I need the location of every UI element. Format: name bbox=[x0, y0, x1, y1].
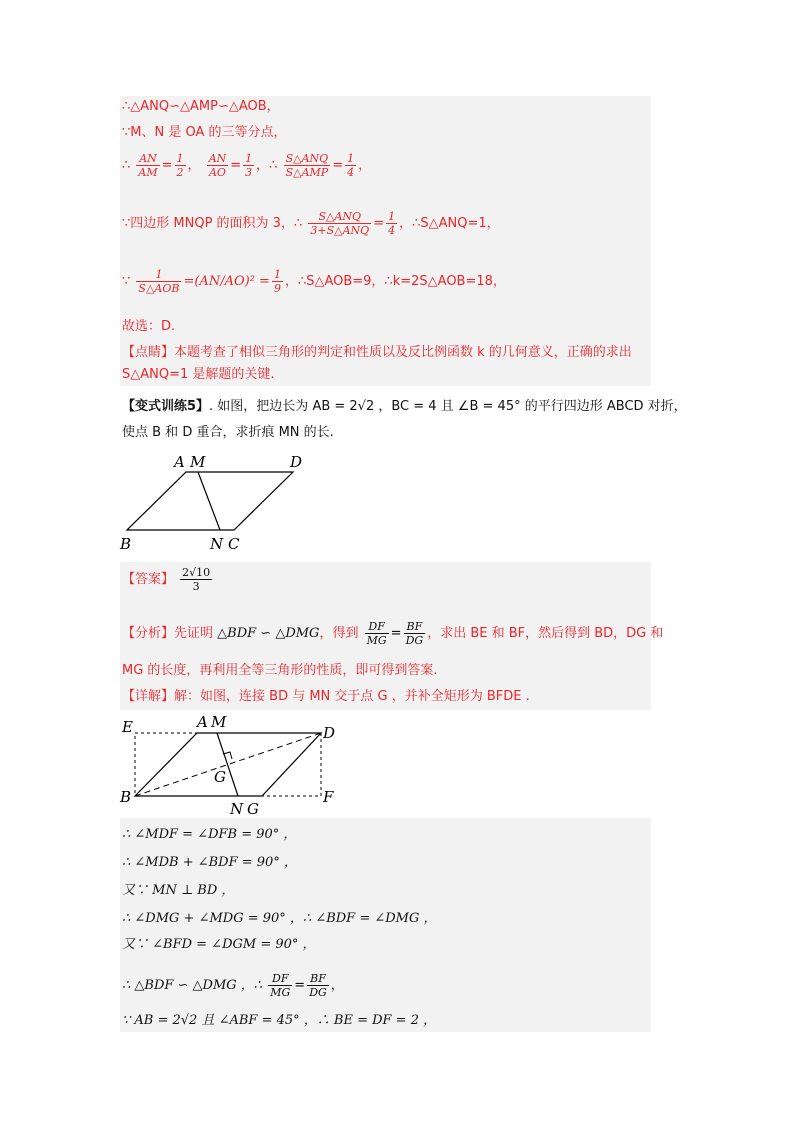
frac-num: DF bbox=[268, 972, 292, 986]
prev-line-5 bbox=[122, 268, 506, 295]
analysis-line-1: 【分析】先证明 △BDF ∽ △DMG，得到 $\frac{DF}{MG}$ = $\frac{BF}{DG}$ ，求出 BE 和 BF，然后得到 BD，DG 和 bbox=[122, 620, 664, 647]
rectangle-figure bbox=[110, 710, 350, 820]
fraction bbox=[308, 210, 371, 237]
prev-line-5-mid: =(AN/AO)² = bbox=[183, 274, 270, 289]
frac-num: AN bbox=[208, 152, 227, 165]
label-m: M bbox=[190, 453, 206, 471]
comment-line-2: S△ANQ=1 是解题的关键. bbox=[122, 367, 275, 382]
frac-den: 3 bbox=[192, 580, 200, 593]
frac-den: AO bbox=[208, 166, 226, 179]
label-g-bottom: G bbox=[247, 800, 259, 818]
prev-line-3: ∴ $\frac{AN}{AM}$ = $\frac{1}{2}$ ， $\frac{AN}{AO}$ = $\frac{1}{3}$ ，∴ $\frac{\text{S△ANQ}}{\text{S△AMP}}$ = $\frac{1}{4}$ ， bbox=[122, 152, 372, 179]
analysis-label: 【分析】 bbox=[122, 626, 175, 641]
step-1-text: ∴ ∠MDF = ∠DFB = 90° ， bbox=[122, 827, 297, 842]
frac-den: MG bbox=[366, 634, 387, 647]
fraction bbox=[243, 152, 254, 179]
fraction bbox=[207, 152, 229, 179]
frac-den: 9 bbox=[273, 282, 281, 295]
frac-num: 1 bbox=[136, 268, 181, 282]
frac-num: 1 bbox=[245, 152, 253, 165]
answer-line bbox=[122, 566, 214, 593]
problem-heading: 【变式训练5】 bbox=[122, 399, 210, 414]
fraction bbox=[307, 972, 329, 999]
analysis-text-a: 先证明 bbox=[174, 626, 214, 641]
parallelogram-figure bbox=[110, 450, 320, 555]
analysis-text-b: ，得到 bbox=[319, 626, 359, 641]
step-3-text: 又∵ MN ⊥ BD ， bbox=[122, 883, 235, 898]
fraction bbox=[365, 620, 389, 647]
prev-line-4-suffix: ，∴S△ANQ=1， bbox=[399, 216, 500, 231]
label-b: B bbox=[120, 535, 132, 553]
fraction bbox=[272, 268, 283, 295]
frac-num: 2√10 bbox=[182, 566, 211, 579]
prev-line-5-suffix: ，∴S△AOB=9，∴k=2S△AOB=18， bbox=[284, 274, 506, 289]
label-a: A bbox=[197, 713, 208, 731]
analysis-line-2: MG 的长度，再利用全等三角形的性质，即可得到答案. bbox=[122, 663, 438, 678]
fraction bbox=[345, 152, 356, 179]
frac-den: 2 bbox=[176, 166, 184, 179]
detail-line bbox=[122, 688, 530, 706]
frac-num: S△ANQ bbox=[308, 210, 371, 224]
label-a: A bbox=[174, 453, 185, 471]
frac-den: 3 bbox=[245, 166, 253, 179]
fraction bbox=[404, 620, 426, 647]
detail-label: 【详解】 bbox=[122, 689, 175, 704]
frac-num: BF bbox=[307, 972, 329, 986]
frac-den: AM bbox=[138, 166, 158, 179]
step-4 bbox=[122, 910, 437, 928]
answer-fraction bbox=[180, 566, 212, 593]
frac-den: 4 bbox=[347, 166, 355, 179]
label-n: N bbox=[230, 800, 244, 818]
prev-line-6: 故选：D. bbox=[122, 319, 176, 334]
frac-den: 3+S△ANQ bbox=[310, 224, 370, 237]
prev-line-4-prefix: ∵四边形 MNQP 的面积为 3，∴ bbox=[122, 216, 303, 231]
step-6: ∴ △BDF ∽ △DMG ，∴ $\frac{DF}{MG}$ = $\frac{BF}{DG}$ ， bbox=[122, 972, 344, 999]
label-f: F bbox=[323, 788, 334, 806]
step-4-text: ∴ ∠DMG + ∠MDG = 90° ，∴ ∠BDF = ∠DMG ， bbox=[122, 911, 437, 926]
label-g: G bbox=[214, 768, 226, 786]
step-5-text: 又∵ ∠BFD = ∠DGM = 90° ， bbox=[122, 937, 316, 952]
prev-line-4: ∵四边形 MNQP 的面积为 3，∴ $\frac{\text{S△ANQ}}{\text{3+S△ANQ}}$ = $\frac{1}{4}$ ，∴S△ANQ=1， bbox=[122, 210, 500, 237]
frac-num: BF bbox=[404, 620, 426, 634]
step-3 bbox=[122, 882, 234, 900]
problem-text-1: . 如图，把边长为 AB = 2√2 ，BC = 4 且 ∠B = 45° 的平行四边形 ABCD 对折， bbox=[209, 399, 687, 414]
step-5 bbox=[122, 936, 316, 954]
label-n: N bbox=[210, 535, 224, 553]
label-c: C bbox=[228, 535, 240, 553]
frac-den: S△AOB bbox=[138, 282, 180, 295]
fraction bbox=[136, 152, 159, 179]
analysis-text-c: ，求出 BE 和 BF，然后得到 BD，DG 和 bbox=[427, 626, 664, 641]
problem-line-2: 使点 B 和 D 重合，求折痕 MN 的长. bbox=[122, 425, 334, 440]
label-d: D bbox=[323, 724, 336, 742]
fraction bbox=[386, 210, 397, 237]
frac-num: S△ANQ bbox=[284, 152, 331, 166]
frac-num: DF bbox=[365, 620, 389, 634]
step-2 bbox=[122, 854, 297, 872]
label-b: B bbox=[120, 788, 132, 806]
comment-line-1: 【点睛】本题考查了相似三角形的判定和性质以及反比例函数 k 的几何意义，正确的求出 bbox=[122, 345, 632, 360]
answer-label: 【答案】 bbox=[122, 572, 175, 587]
prev-line-1: ∴△ANQ∽△AMP∽△AOB， bbox=[122, 99, 280, 114]
step-2-text: ∴ ∠MDB + ∠BDF = 90° ， bbox=[122, 855, 297, 870]
detail-text: 解：如图，连接 BD 与 MN 交于点 G ，并补全矩形为 BFDE . bbox=[174, 689, 530, 704]
frac-num: 1 bbox=[347, 152, 355, 165]
fold-line-mn bbox=[198, 472, 220, 530]
step-6-prefix: ∴ △BDF ∽ △DMG ，∴ bbox=[122, 978, 263, 993]
frac-den: MG bbox=[270, 986, 291, 999]
fraction bbox=[175, 152, 186, 179]
problem-line-1 bbox=[122, 398, 687, 416]
fraction bbox=[136, 268, 181, 295]
frac-num: 1 bbox=[176, 152, 184, 165]
analysis-similarity: △BDF ∽ △DMG bbox=[217, 626, 320, 641]
frac-num: 1 bbox=[388, 210, 396, 223]
step-1 bbox=[122, 826, 296, 844]
step-7 bbox=[122, 1012, 436, 1030]
fold-line-mn bbox=[217, 733, 238, 796]
prev-line-2: ∵M、N 是 OA 的三等分点， bbox=[122, 125, 287, 140]
label-d: D bbox=[290, 453, 303, 471]
prev-line-5-prefix: ∵ bbox=[122, 274, 131, 289]
prev-line-3-prefix: ∴ bbox=[122, 158, 131, 173]
frac-den: DG bbox=[405, 634, 424, 647]
label-e: E bbox=[122, 718, 133, 736]
label-m: M bbox=[211, 713, 227, 731]
frac-den: DG bbox=[309, 986, 327, 999]
frac-num: 1 bbox=[273, 268, 281, 281]
parallelogram-abcd bbox=[127, 472, 293, 530]
frac-den: S△AMP bbox=[285, 166, 329, 179]
fraction bbox=[268, 972, 292, 999]
step-7-text: ∵ AB = 2√2 且 ∠ABF = 45° ，∴ BE = DF = 2 ， bbox=[122, 1013, 437, 1028]
frac-den: 4 bbox=[388, 224, 396, 237]
frac-num: AN bbox=[136, 152, 159, 166]
fraction bbox=[284, 152, 331, 179]
